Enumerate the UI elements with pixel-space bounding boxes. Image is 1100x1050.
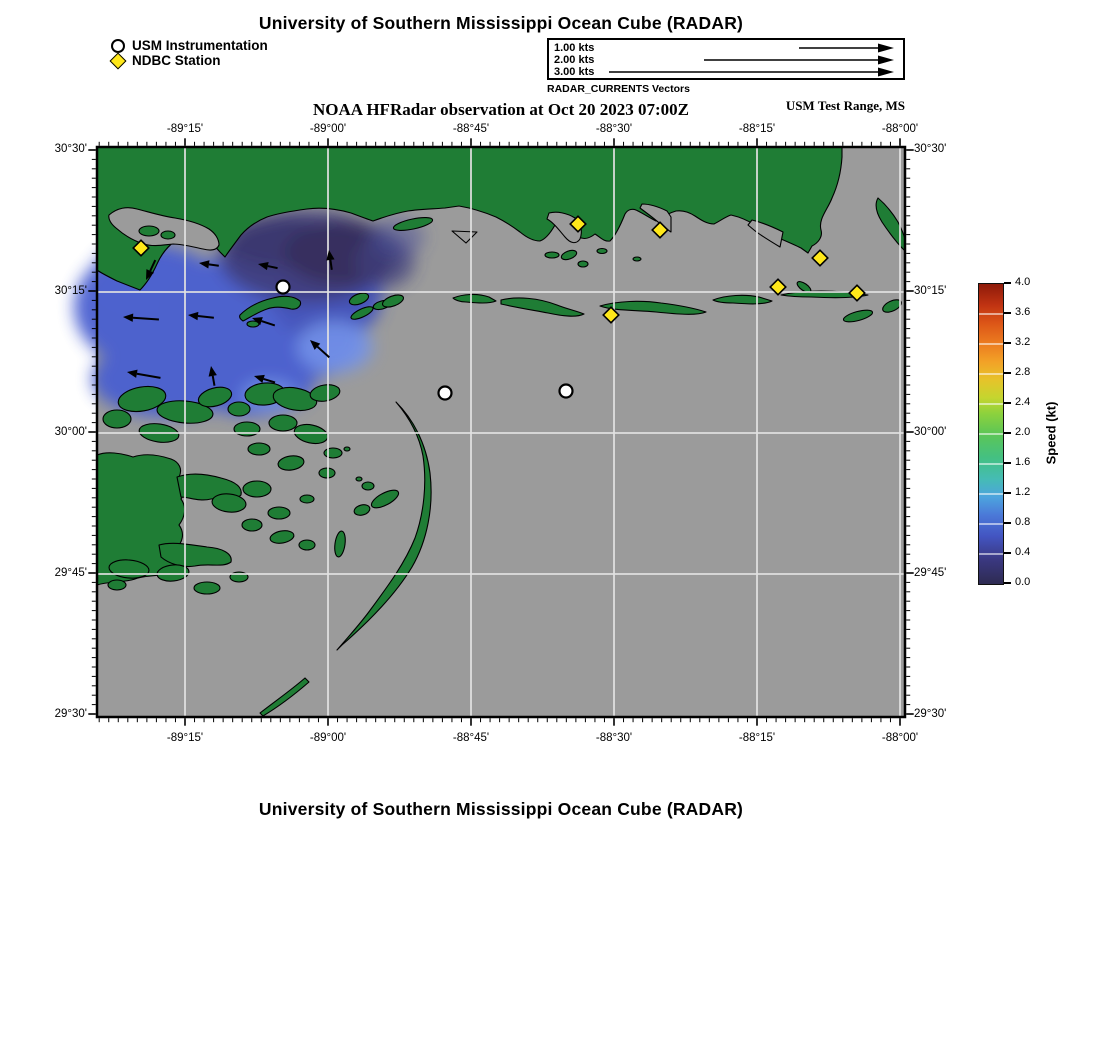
y-axis-label-left: 30°15' [54, 285, 87, 297]
x-axis-label-bottom: -88°15' [738, 732, 776, 744]
usm-station-marker [277, 281, 290, 294]
usm-circle-icon [110, 39, 126, 53]
bay-island [139, 226, 159, 236]
speed-colorbar [978, 283, 1004, 585]
region-label: USM Test Range, MS [785, 98, 905, 113]
colorbar-gridline [979, 553, 1003, 554]
y-axis-label-left: 30°00' [54, 426, 87, 438]
colorbar-gridline [979, 373, 1003, 374]
colorbar-tick-label: 3.6 [1015, 306, 1031, 318]
x-axis-label-bottom: -88°00' [881, 732, 919, 744]
colorbar-tick-label: 0.4 [1015, 546, 1031, 558]
colorbar-gridline [979, 463, 1003, 464]
y-axis-label-right: 30°00' [914, 426, 947, 438]
islet [597, 249, 607, 254]
y-axis-label-left: 29°45' [54, 567, 87, 579]
x-axis-label-bottom: -89°00' [309, 732, 347, 744]
colorbar-gridline [979, 313, 1003, 314]
colorbar-tick-label: 4.0 [1015, 276, 1031, 288]
legend-label-usm: USM Instrumentation [132, 38, 268, 53]
scale-entry-1: 1.00 kts [554, 42, 595, 54]
y-axis-label-right: 30°15' [914, 285, 947, 297]
colorbar-tick-label: 2.8 [1015, 366, 1031, 378]
x-axis-label-top: -88°00' [881, 123, 919, 135]
y-axis-label-right: 29°30' [914, 708, 947, 720]
colorbar-gridline [979, 493, 1003, 494]
colorbar-tick-label: 0.8 [1015, 516, 1031, 528]
scale-arrow-head [878, 56, 894, 65]
colorbar-tick [1004, 402, 1011, 404]
scale-arrows [549, 40, 903, 78]
colorbar-tick-label: 2.4 [1015, 396, 1031, 408]
colorbar-tick [1004, 462, 1011, 464]
x-axis-label-top: -88°30' [595, 123, 633, 135]
colorbar-tick-label: 2.0 [1015, 426, 1031, 438]
colorbar-axis-label: Speed (kt) [1043, 401, 1059, 465]
legend-item-usm [110, 38, 268, 53]
colorbar-gridline [979, 433, 1003, 434]
map-svg [97, 147, 905, 717]
colorbar-gridline [979, 343, 1003, 344]
x-axis-label-bottom: -88°30' [595, 732, 633, 744]
islet [578, 261, 588, 267]
legend-item-ndbc [110, 53, 221, 68]
vector-scale-caption: RADAR_CURRENTS Vectors [547, 83, 690, 95]
y-axis-label-left: 29°30' [54, 708, 87, 720]
scale-arrow-head [878, 44, 894, 53]
y-axis-label-right: 30°30' [914, 143, 947, 155]
colorbar-tick [1004, 282, 1011, 284]
scale-entry-2: 2.00 kts [554, 54, 595, 66]
islet [545, 252, 559, 258]
bay-island [161, 231, 175, 239]
ndbc-diamond-icon [110, 55, 126, 67]
islet [362, 482, 374, 490]
usm-station-marker [560, 385, 573, 398]
scale-entry-3: 3.00 kts [554, 66, 595, 78]
colorbar-gridline [979, 403, 1003, 404]
islet [633, 257, 641, 261]
colorbar-tick [1004, 582, 1011, 584]
page-title: University of Southern Mississippi Ocean Cube (RADAR) [258, 13, 744, 33]
x-axis-label-top: -89°00' [309, 123, 347, 135]
observation-subtitle: NOAA HFRadar observation at Oct 20 2023 07:00Z [312, 100, 690, 119]
usm-station-marker [439, 387, 452, 400]
vector-scale-box [547, 38, 905, 80]
colorbar-tick-label: 3.2 [1015, 336, 1031, 348]
colorbar-tick-label: 1.6 [1015, 456, 1031, 468]
footer-title: University of Southern Mississippi Ocean Cube (RADAR) [258, 799, 744, 819]
legend-label-ndbc: NDBC Station [132, 53, 221, 68]
colorbar-tick [1004, 522, 1011, 524]
scale-arrow-head [878, 68, 894, 77]
colorbar-tick [1004, 372, 1011, 374]
colorbar-tick [1004, 312, 1011, 314]
colorbar-gridline [979, 523, 1003, 524]
colorbar-tick [1004, 342, 1011, 344]
current-vector-tail [330, 260, 331, 270]
colorbar-tick [1004, 552, 1011, 554]
y-axis-label-right: 29°45' [914, 567, 947, 579]
colorbar-tick-label: 0.0 [1015, 576, 1031, 588]
map-area [54, 123, 947, 744]
current-vector-tail [209, 264, 219, 265]
colorbar-tick [1004, 492, 1011, 494]
y-axis-label-left: 30°30' [54, 143, 87, 155]
x-axis-label-top: -88°15' [738, 123, 776, 135]
x-axis-label-bottom: -88°45' [452, 732, 490, 744]
colorbar-tick [1004, 432, 1011, 434]
x-axis-label-top: -88°45' [452, 123, 490, 135]
colorbar-tick-label: 1.2 [1015, 486, 1031, 498]
x-axis-label-bottom: -89°15' [166, 732, 204, 744]
x-axis-label-top: -89°15' [166, 123, 204, 135]
